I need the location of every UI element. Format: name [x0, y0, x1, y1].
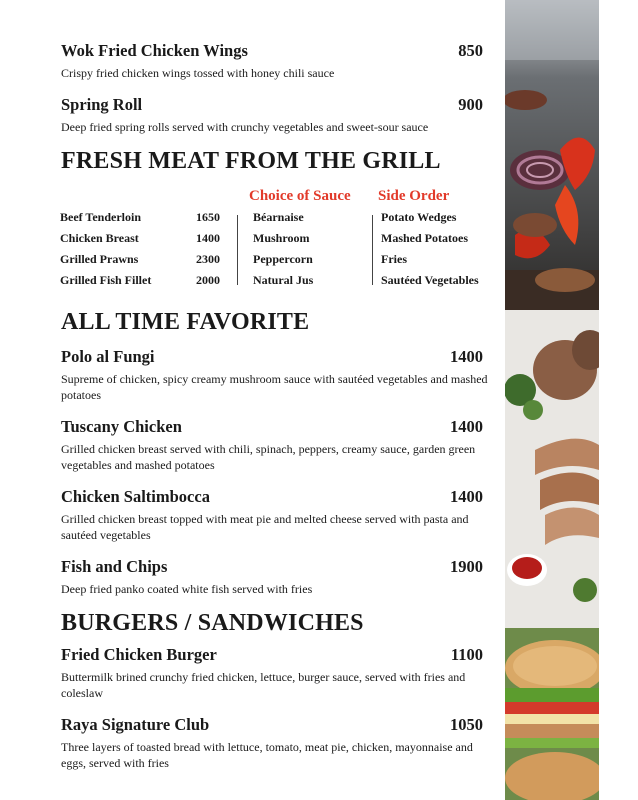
side-option: Mashed Potatoes [381, 231, 468, 245]
item-price: 1400 [450, 417, 483, 436]
sauce-option: Béarnaise [253, 210, 304, 224]
meat-price: 1400 [196, 231, 220, 245]
item-description: Deep fried spring rolls served with crunchy vegetables and sweet-sour sauce [61, 120, 429, 134]
sauce-option: Natural Jus [253, 273, 314, 287]
menu-item-chicken-saltimbocca [61, 487, 483, 543]
side-option: Potato Wedges [381, 210, 457, 224]
side-option: Fries [381, 252, 407, 266]
sandwich-photo [505, 628, 599, 800]
item-description: Supreme of chicken, spicy creamy mushroom sauce with sautéed vegetables and mashed potatoes [61, 372, 488, 402]
item-name: Chicken Saltimbocca [61, 487, 210, 506]
meat-name: Chicken Breast [60, 231, 139, 245]
menu-item-spring-roll [61, 95, 483, 135]
sauce-option: Mushroom [253, 231, 310, 245]
menu-item-polo-al-fungi [61, 347, 488, 403]
item-price: 1100 [450, 645, 483, 664]
sliced-chicken-photo [505, 310, 599, 628]
photo-strip [505, 0, 599, 800]
side-order-list [381, 209, 479, 293]
menu-item-fish-and-chips [61, 557, 483, 597]
item-description: Deep fried panko coated white fish served with fries [61, 582, 313, 596]
item-description: Crispy fried chicken wings tossed with honey chili sauce [61, 66, 335, 80]
meat-price: 1650 [196, 210, 220, 224]
section-title-burgers: BURGERS / SANDWICHES [61, 610, 364, 636]
sauce-heading: Choice of Sauce [249, 188, 351, 204]
item-name: Tuscany Chicken [61, 417, 182, 436]
item-price: 1900 [450, 557, 483, 576]
item-price: 1400 [450, 347, 483, 366]
menu-item-raya-signature-club [61, 715, 483, 771]
item-price: 850 [458, 41, 483, 60]
grilled-vegetables-photo [505, 0, 599, 310]
item-description: Three layers of toasted bread with lettuce, tomato, meat pie, chicken, mayonnaise and eggs, served with fries [61, 740, 473, 770]
side-option: Sautéed Vegetables [381, 273, 479, 287]
menu-item-wok-fried-chicken-wings [61, 41, 483, 81]
side-order-heading: Side Order [378, 188, 450, 204]
item-name: Fish and Chips [61, 557, 168, 576]
item-price: 1400 [450, 487, 483, 506]
item-price: 1050 [450, 715, 483, 734]
grill-meat-names [60, 209, 151, 293]
item-description: Buttermilk brined crunchy fried chicken, lettuce, burger sauce, served with fries and coleslaw [61, 670, 466, 700]
menu-item-tuscany-chicken [61, 417, 483, 473]
item-description: Grilled chicken breast served with chili, spinach, peppers, creamy sauce, garden green vegetables and mashed potatoes [61, 442, 476, 472]
meat-name: Beef Tenderloin [60, 210, 142, 224]
item-name: Spring Roll [61, 95, 143, 114]
item-name: Polo al Fungi [61, 347, 155, 366]
grill-meat-prices [196, 209, 220, 293]
item-name: Fried Chicken Burger [61, 645, 217, 664]
column-divider [372, 215, 373, 285]
meat-price: 2000 [196, 273, 220, 287]
item-description: Grilled chicken breast topped with meat pie and melted cheese served with pasta and sautéed vegetables [61, 512, 469, 542]
sauce-list [253, 209, 313, 293]
column-divider [237, 215, 238, 285]
item-price: 900 [458, 95, 483, 114]
sauce-option: Peppercorn [253, 252, 313, 266]
section-title-favorites: ALL TIME FAVORITE [61, 309, 310, 335]
item-name: Wok Fried Chicken Wings [61, 41, 248, 60]
meat-name: Grilled Fish Fillet [60, 273, 152, 287]
item-name: Raya Signature Club [61, 715, 210, 734]
menu-item-fried-chicken-burger [61, 645, 483, 701]
meat-price: 2300 [196, 252, 220, 266]
section-title-grill: FRESH MEAT FROM THE GRILL [61, 148, 441, 174]
meat-name: Grilled Prawns [60, 252, 139, 266]
